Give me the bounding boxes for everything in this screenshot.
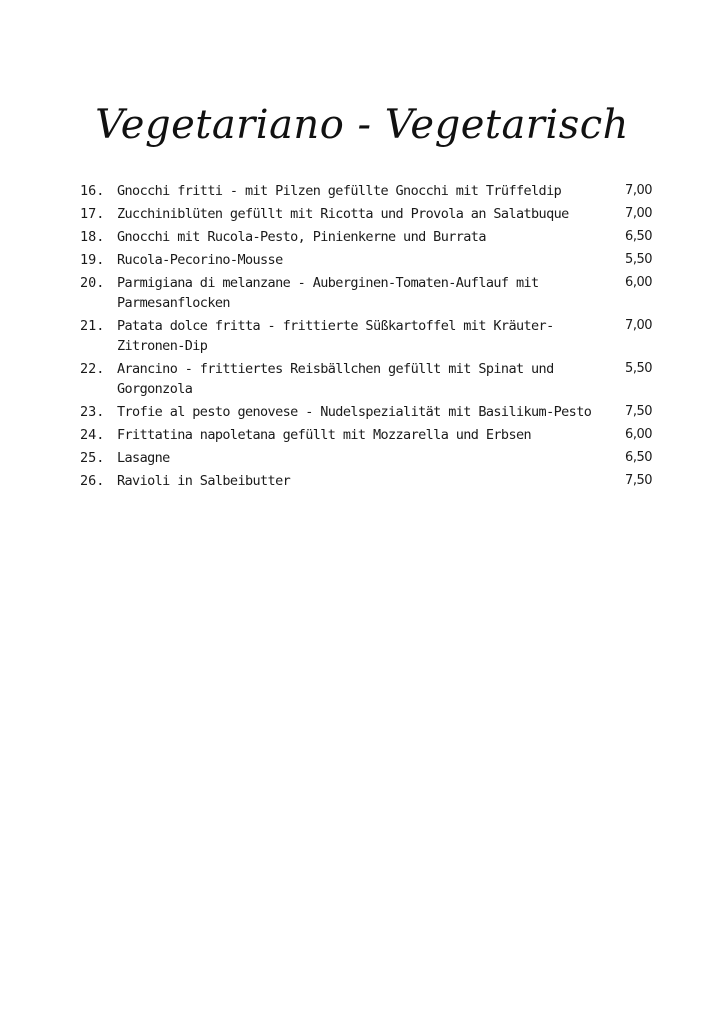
item-number: 21. <box>80 318 105 334</box>
item-price: 5,50 <box>625 361 652 376</box>
item-number: 25. <box>80 450 105 466</box>
menu-item <box>80 227 652 247</box>
item-number: 24. <box>80 427 105 443</box>
item-name: Patata dolce fritta - frittierte Süßkartoffel mit Kräuter-Zitronen-Dip <box>117 318 554 354</box>
menu-item <box>80 471 652 491</box>
item-number: 19. <box>80 252 105 268</box>
menu-list <box>80 181 652 494</box>
item-price: 7,00 <box>625 206 652 221</box>
item-number: 18. <box>80 229 105 245</box>
item-name: Ravioli in Salbeibutter <box>117 473 291 489</box>
item-price: 6,00 <box>625 275 652 290</box>
item-price: 7,00 <box>625 318 652 333</box>
menu-item <box>80 273 652 313</box>
item-name: Gnocchi mit Rucola-Pesto, Pinienkerne und Burrata <box>117 229 486 245</box>
item-name: Arancino - frittiertes Reisbällchen gefüllt mit Spinat und Gorgonzola <box>117 361 554 397</box>
menu-item <box>80 204 652 224</box>
menu-item <box>80 181 652 201</box>
menu-item <box>80 316 652 356</box>
item-number: 26. <box>80 473 105 489</box>
menu-item <box>80 425 652 445</box>
item-name: Zucchiniblüten gefüllt mit Ricotta und Provola an Salatbuque <box>117 206 569 222</box>
item-name: Parmigiana di melanzane - Auberginen-Tomaten-Auflauf mit Parmesanflocken <box>117 275 539 311</box>
menu-item <box>80 250 652 270</box>
item-price: 7,00 <box>625 183 652 198</box>
page-title: Vegetariano - Vegetarisch <box>95 101 629 148</box>
item-number: 20. <box>80 275 105 291</box>
item-name: Trofie al pesto genovese - Nudelspezialität mit Basilikum-Pesto <box>117 404 592 420</box>
item-name: Rucola-Pecorino-Mousse <box>117 252 283 268</box>
item-number: 17. <box>80 206 105 222</box>
item-name: Gnocchi fritti - mit Pilzen gefüllte Gnocchi mit Trüffeldip <box>117 183 562 199</box>
menu-item <box>80 448 652 468</box>
item-price: 6,50 <box>625 450 652 465</box>
item-number: 22. <box>80 361 105 377</box>
item-number: 16. <box>80 183 105 199</box>
item-number: 23. <box>80 404 105 420</box>
item-price: 7,50 <box>625 473 652 488</box>
item-price: 7,50 <box>625 404 652 419</box>
item-price: 6,00 <box>625 427 652 442</box>
item-price: 6,50 <box>625 229 652 244</box>
item-name: Frittatina napoletana gefüllt mit Mozzarella und Erbsen <box>117 427 532 443</box>
item-name: Lasagne <box>117 450 170 466</box>
item-price: 5,50 <box>625 252 652 267</box>
menu-item <box>80 359 652 399</box>
menu-item <box>80 402 652 422</box>
